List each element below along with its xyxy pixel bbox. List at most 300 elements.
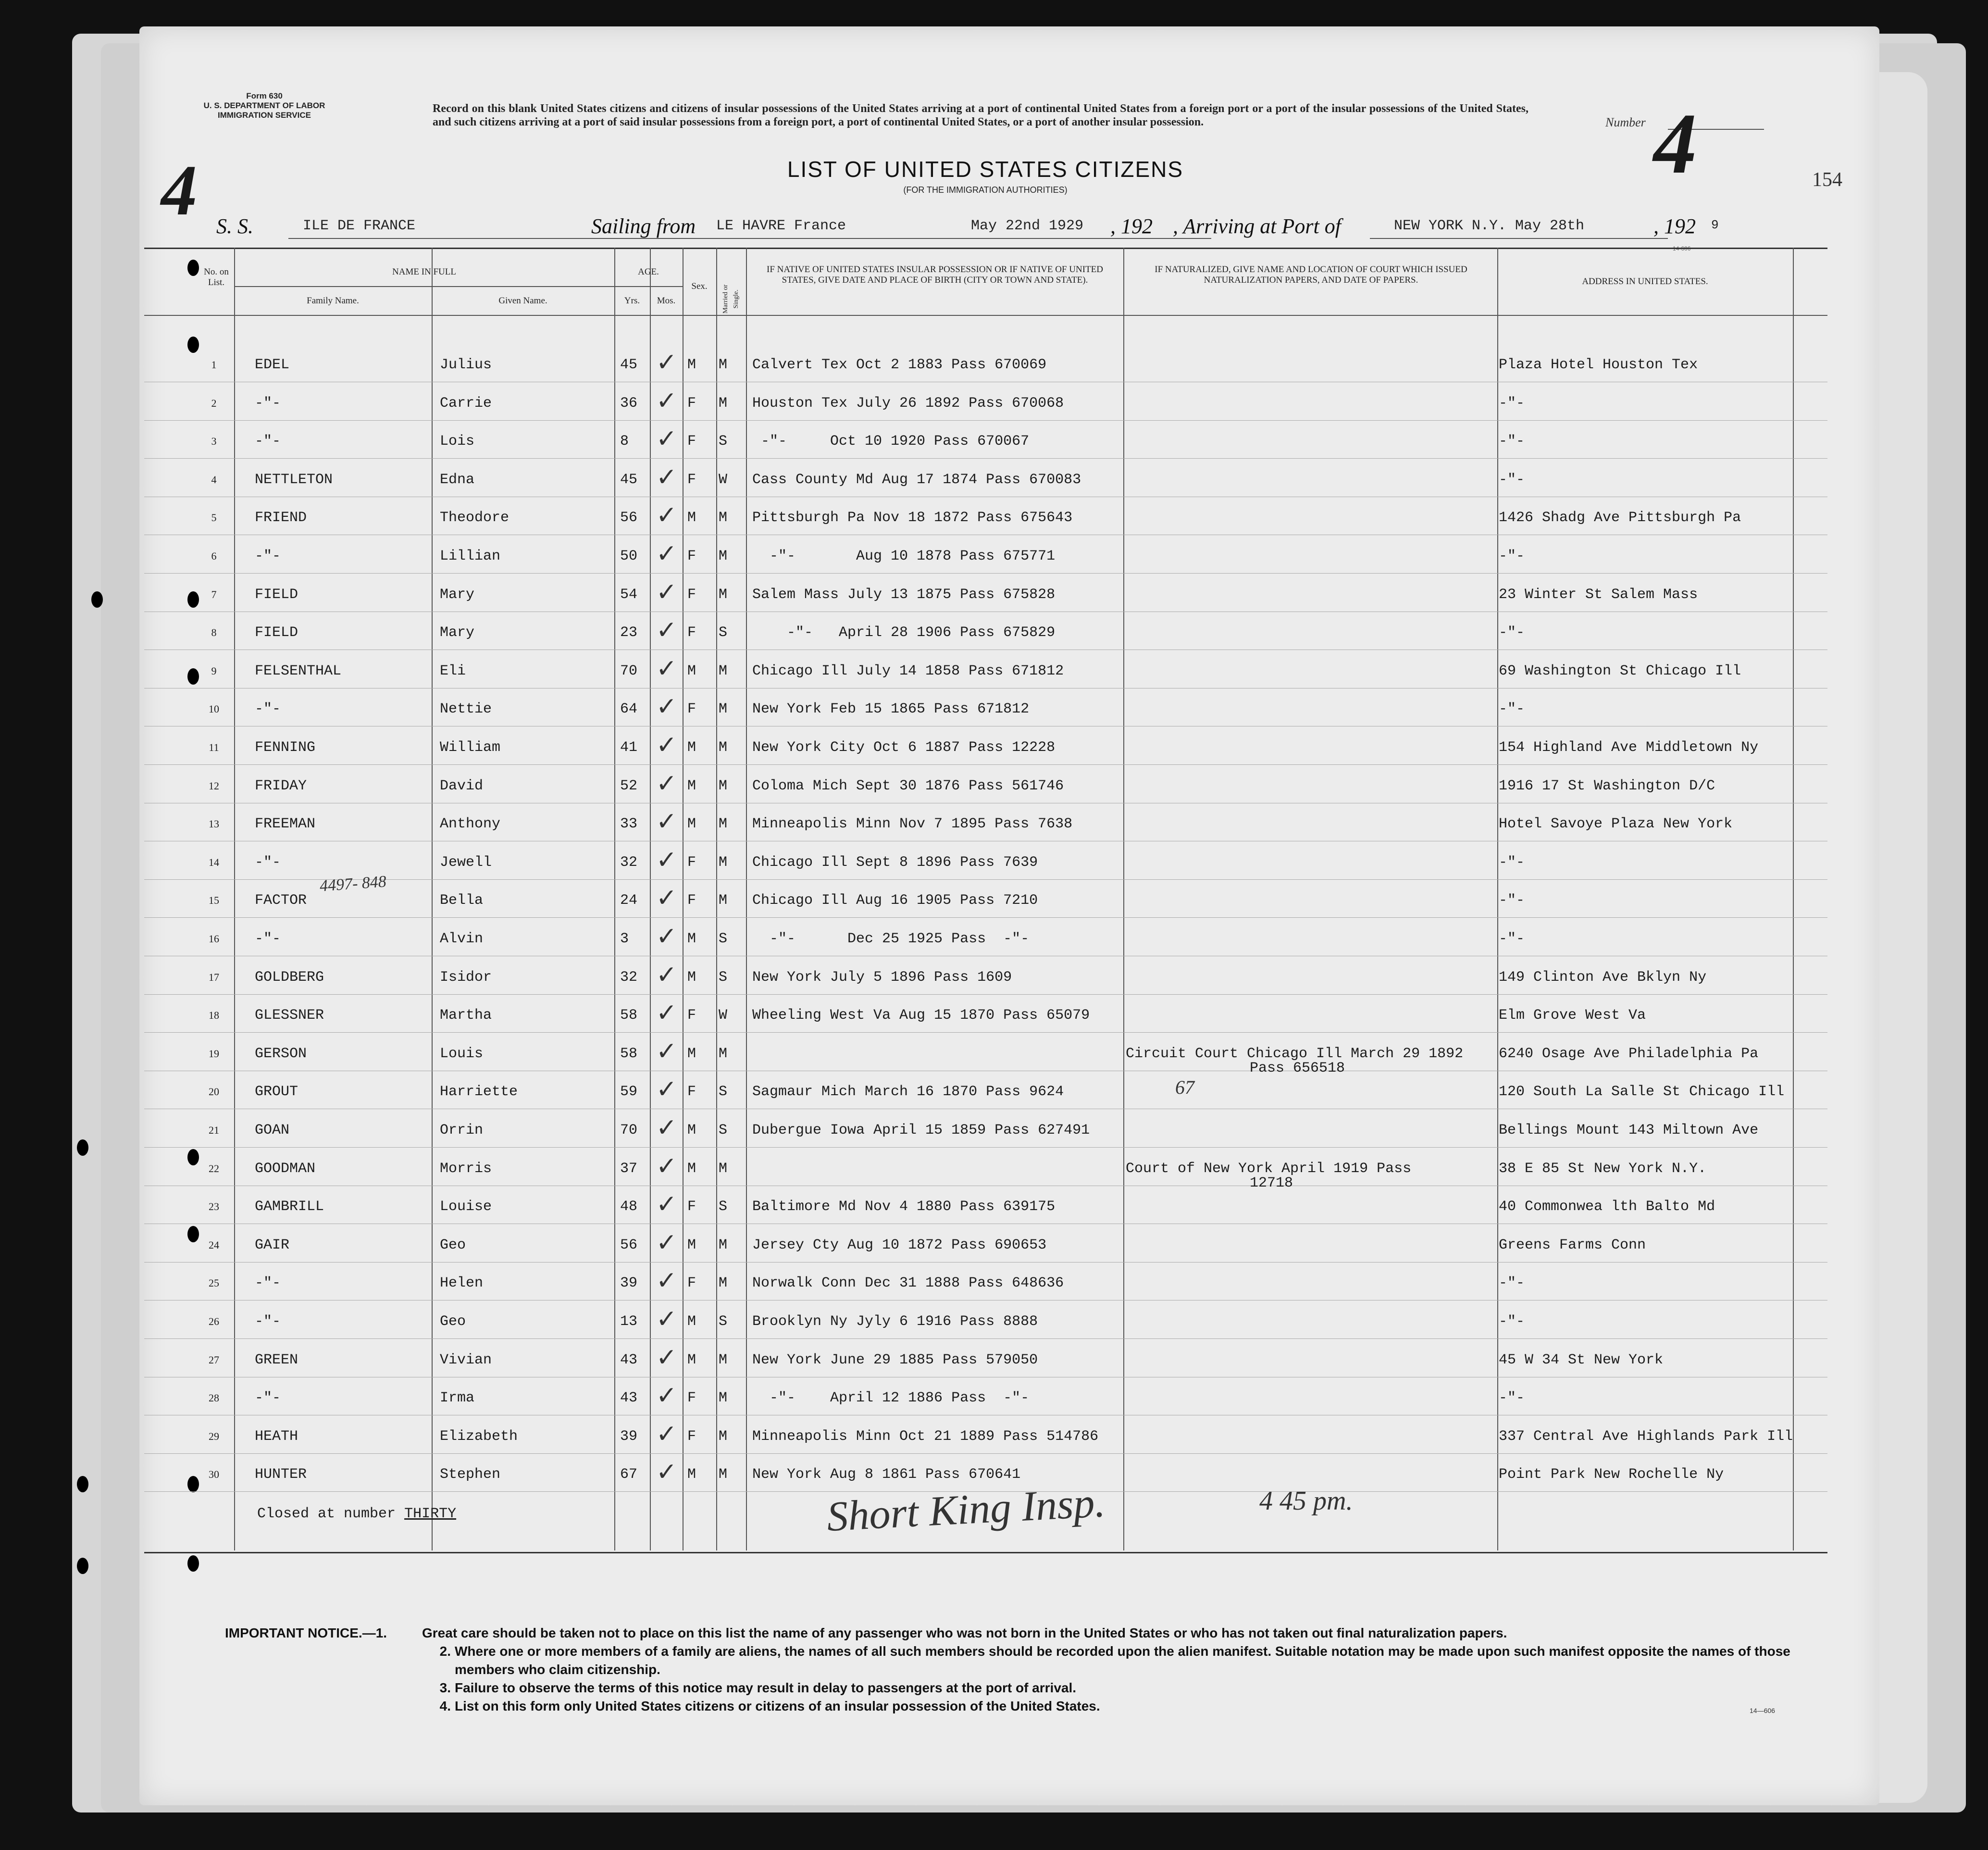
- column-divider: [1793, 248, 1794, 1550]
- row-rule: [144, 1338, 1827, 1339]
- check-mark-icon: ✓: [656, 1382, 677, 1410]
- birth-details: Brooklyn Ny Jyly 6 1916 Pass 8888: [752, 1313, 1038, 1330]
- sex: F: [687, 1007, 696, 1024]
- column-divider: [746, 248, 747, 1550]
- marital-status: M: [719, 1045, 728, 1062]
- age-years: 43: [620, 1390, 638, 1407]
- family-name: FRIEND: [255, 510, 307, 526]
- department-name: U. S. DEPARTMENT OF LABOR: [203, 101, 325, 110]
- birth-details: -"- April 28 1906 Pass 675829: [752, 625, 1056, 641]
- check-mark-icon: ✓: [656, 1459, 677, 1487]
- us-address: 120 South La Salle St Chicago Ill: [1499, 1084, 1785, 1100]
- marital-status: S: [719, 1084, 728, 1100]
- page-subtitle: (FOR THE IMMIGRATION AUTHORITIES): [903, 185, 1068, 195]
- notice-item: [422, 1642, 1816, 1679]
- row-rule: [144, 458, 1827, 459]
- us-address: 154 Highland Ave Middletown Ny: [1499, 739, 1759, 756]
- row-number: 4: [211, 473, 217, 486]
- row-number: 16: [209, 933, 219, 945]
- sailing-line: [216, 214, 1802, 243]
- birth-details: Cass County Md Aug 17 1874 Pass 670083: [752, 471, 1081, 488]
- naturalization: Court of New York April 1919 Pass: [1126, 1160, 1412, 1177]
- us-address: 6240 Osage Ave Philadelphia Pa: [1499, 1045, 1759, 1062]
- sex: M: [687, 1045, 696, 1062]
- header-married-single: Married or Single.: [722, 284, 740, 314]
- marital-status: M: [719, 1428, 728, 1445]
- birth-details: New York City Oct 6 1887 Pass 12228: [752, 739, 1056, 756]
- birth-details: Coloma Mich Sept 30 1876 Pass 561746: [752, 777, 1064, 794]
- given-name: Lillian: [440, 548, 501, 564]
- given-name: Geo: [440, 1237, 466, 1253]
- age-years: 23: [620, 625, 638, 641]
- age-years: 43: [620, 1351, 638, 1368]
- age-years: 48: [620, 1199, 638, 1215]
- row-number: 22: [209, 1162, 219, 1175]
- year-prefix-departure: , 192: [1110, 214, 1153, 238]
- birth-details: Baltimore Md Nov 4 1880 Pass 639175: [752, 1199, 1056, 1215]
- given-name: Mary: [440, 625, 475, 641]
- marital-status: M: [719, 1237, 728, 1253]
- row-number: 14: [209, 856, 219, 868]
- notice-item: [422, 1624, 1816, 1642]
- notice-item: [422, 1697, 1816, 1715]
- column-divider: [716, 248, 717, 1550]
- inspector-signature: Short King Insp.: [825, 1479, 1106, 1541]
- sex: F: [687, 1199, 696, 1215]
- age-years: 52: [620, 777, 638, 794]
- sex: M: [687, 816, 696, 833]
- family-name: GAIR: [255, 1237, 290, 1253]
- us-address: 1426 Shadg Ave Pittsburgh Pa: [1499, 510, 1741, 526]
- birth-details: Sagmaur Mich March 16 1870 Pass 9624: [752, 1084, 1064, 1100]
- form-code-small: 14-606: [1673, 245, 1691, 252]
- check-mark-icon: ✓: [656, 502, 677, 530]
- sex: F: [687, 892, 696, 909]
- sex: M: [687, 357, 696, 373]
- sex: M: [687, 1351, 696, 1368]
- column-divider: [1123, 248, 1124, 1550]
- age-years: 37: [620, 1160, 638, 1177]
- notice-number: 2.: [439, 1644, 451, 1659]
- check-mark-icon: ✓: [656, 846, 677, 874]
- sex: F: [687, 471, 696, 488]
- check-mark-icon: ✓: [656, 655, 677, 683]
- marital-status: S: [719, 969, 728, 986]
- marital-status: M: [719, 739, 728, 756]
- given-name: Harriette: [440, 1084, 518, 1100]
- row-rule: [144, 573, 1827, 574]
- age-years: 8: [620, 433, 629, 450]
- check-mark-icon: ✓: [656, 1267, 677, 1295]
- birth-details: Minneapolis Minn Nov 7 1895 Pass 7638: [752, 816, 1073, 833]
- check-mark-icon: ✓: [656, 1076, 677, 1104]
- check-mark-icon: ✓: [656, 617, 677, 645]
- sex: M: [687, 969, 696, 986]
- sex: F: [687, 854, 696, 871]
- sex: M: [687, 1122, 696, 1138]
- sex: F: [687, 1275, 696, 1292]
- check-mark-icon: ✓: [656, 540, 677, 568]
- check-mark-icon: ✓: [656, 1306, 677, 1333]
- number-value: 4: [1653, 96, 1697, 191]
- marital-status: S: [719, 1122, 728, 1138]
- header-sub-line: [234, 286, 650, 287]
- family-name: -"-: [255, 548, 281, 564]
- closed-at-number: [257, 1506, 456, 1522]
- check-mark-icon: ✓: [656, 349, 677, 376]
- given-name: Helen: [440, 1275, 484, 1292]
- age-years: 3: [620, 931, 629, 947]
- family-name: FIELD: [255, 586, 298, 603]
- header-birth: IF NATIVE OF UNITED STATES INSULAR POSSESSION OR IF NATIVE OF UNITED STATES, GIVE DATE AND PLACE OF BIRTH (CITY OR TOWN AND STATE).: [767, 264, 1103, 285]
- marital-status: M: [719, 854, 728, 871]
- us-address: -"-: [1499, 433, 1525, 450]
- check-mark-icon: ✓: [656, 885, 677, 912]
- row-number: 8: [211, 626, 217, 639]
- marital-status: M: [719, 777, 728, 794]
- family-name: GLESSNER: [255, 1007, 324, 1024]
- row-number: 24: [209, 1238, 219, 1251]
- header-no: No. on List.: [204, 267, 229, 288]
- family-name: -"-: [255, 1313, 281, 1330]
- sex: F: [687, 395, 696, 412]
- given-name: Orrin: [440, 1122, 484, 1138]
- row-number: 21: [209, 1124, 219, 1136]
- check-mark-icon: ✓: [656, 1191, 677, 1219]
- notice-text: Where one or more members of a family are aliens, the names of all such members should be recorded upon the alien manifest. Suitable notation may be made upon such manifest opposite the names of those members who claim citizenship.: [455, 1644, 1790, 1677]
- given-name: Carrie: [440, 395, 492, 412]
- birth-details: Salem Mass July 13 1875 Pass 675828: [752, 586, 1056, 603]
- us-address: Hotel Savoye Plaza New York: [1499, 816, 1733, 833]
- row-number: 6: [211, 550, 217, 562]
- check-mark-icon: ✓: [656, 808, 677, 836]
- sex: M: [687, 662, 696, 679]
- given-name: William: [440, 739, 501, 756]
- family-name: FENNING: [255, 739, 316, 756]
- sex: M: [687, 510, 696, 526]
- age-years: 59: [620, 1084, 638, 1100]
- sex: M: [687, 1160, 696, 1177]
- row-number: 20: [209, 1086, 219, 1098]
- us-address: -"-: [1499, 625, 1525, 641]
- naturalization-pass: 12718: [1250, 1175, 1293, 1191]
- sex: F: [687, 586, 696, 603]
- us-address: 69 Washington St Chicago Ill: [1499, 662, 1741, 679]
- us-address: -"-: [1499, 701, 1525, 718]
- marital-status: M: [719, 548, 728, 564]
- birth-details: -"- Oct 10 1920 Pass 670067: [752, 433, 1030, 450]
- birth-details: Wheeling West Va Aug 15 1870 Pass 65079: [752, 1007, 1090, 1024]
- given-name: Julius: [440, 357, 492, 373]
- us-address: 1916 17 St Washington D/C: [1499, 777, 1715, 794]
- sex: M: [687, 739, 696, 756]
- check-mark-icon: ✓: [656, 1344, 677, 1372]
- birth-details: Minneapolis Minn Oct 21 1889 Pass 514786: [752, 1428, 1099, 1445]
- check-mark-icon: ✓: [656, 387, 677, 415]
- notice-items: [422, 1624, 1816, 1715]
- page-number: 154: [1812, 169, 1842, 191]
- row-number: 10: [209, 703, 219, 715]
- check-mark-icon: ✓: [656, 1038, 677, 1065]
- check-mark-icon: ✓: [656, 463, 677, 491]
- family-name: FIELD: [255, 625, 298, 641]
- birth-details: New York Aug 8 1861 Pass 670641: [752, 1466, 1021, 1483]
- age-years: 39: [620, 1275, 638, 1292]
- row-number: 23: [209, 1200, 219, 1213]
- service-name: IMMIGRATION SERVICE: [218, 111, 311, 120]
- row-number: 29: [209, 1430, 219, 1442]
- given-name: Vivian: [440, 1351, 492, 1368]
- check-mark-icon: ✓: [656, 732, 677, 759]
- age-years: 39: [620, 1428, 638, 1445]
- notice-text: List on this form only United States citizens or citizens of an insular possession of the United States.: [455, 1699, 1100, 1713]
- family-name: EDEL: [255, 357, 290, 373]
- birth-details: New York June 29 1885 Pass 579050: [752, 1351, 1038, 1368]
- header-yrs: Yrs.: [624, 296, 640, 306]
- age-years: 58: [620, 1007, 638, 1024]
- us-address: -"-: [1499, 471, 1525, 488]
- marital-status: M: [719, 357, 728, 373]
- given-name: Anthony: [440, 816, 501, 833]
- given-name: Louise: [440, 1199, 492, 1215]
- us-address: -"-: [1499, 395, 1525, 412]
- us-address: -"-: [1499, 548, 1525, 564]
- row-rule: [144, 764, 1827, 765]
- birth-details: Jersey Cty Aug 10 1872 Pass 690653: [752, 1237, 1047, 1253]
- header-sex: Sex.: [691, 281, 708, 291]
- marital-status: M: [719, 1466, 728, 1483]
- row-number: 9: [211, 664, 217, 677]
- row-number: 7: [211, 588, 217, 600]
- header-bottom-line: [144, 315, 1827, 316]
- sex: F: [687, 548, 696, 564]
- ss-label: S. S.: [216, 214, 253, 238]
- family-name: -"-: [255, 1275, 281, 1292]
- us-address: 45 W 34 St New York: [1499, 1351, 1664, 1368]
- given-name: Eli: [440, 662, 466, 679]
- marital-status: M: [719, 662, 728, 679]
- check-mark-icon: ✓: [656, 1152, 677, 1180]
- birth-details: -"- April 12 1886 Pass -"-: [752, 1390, 1030, 1407]
- family-name: -"-: [255, 433, 281, 450]
- arriving-label: , Arriving at Port of: [1173, 214, 1341, 238]
- us-address: Plaza Hotel Houston Tex: [1499, 357, 1698, 373]
- family-name: GERSON: [255, 1045, 307, 1062]
- sex: M: [687, 1466, 696, 1483]
- family-name: -"-: [255, 931, 281, 947]
- birth-details: New York Feb 15 1865 Pass 671812: [752, 701, 1030, 718]
- header-naturalized: IF NATURALIZED, GIVE NAME AND LOCATION OF COURT WHICH ISSUED NATURALIZATION PAPERS, AND DATE OF PAPERS.: [1155, 264, 1467, 285]
- family-name: GOODMAN: [255, 1160, 316, 1177]
- check-mark-icon: ✓: [656, 578, 677, 606]
- us-address: 337 Central Ave Highlands Park Ill: [1499, 1428, 1793, 1445]
- age-years: 13: [620, 1313, 638, 1330]
- notice-lead: IMPORTANT NOTICE.—1.: [225, 1625, 387, 1640]
- row-number: 17: [209, 971, 219, 983]
- us-address: Bellings Mount 143 Miltown Ave: [1499, 1122, 1759, 1138]
- birth-details: Chicago Ill Aug 16 1905 Pass 7210: [752, 892, 1038, 909]
- age-years: 45: [620, 357, 638, 373]
- us-address: Point Park New Rochelle Ny: [1499, 1466, 1724, 1483]
- marital-status: M: [719, 701, 728, 718]
- row-number: 19: [209, 1047, 219, 1060]
- given-name: Louis: [440, 1045, 484, 1062]
- birth-details: Chicago Ill Sept 8 1896 Pass 7639: [752, 854, 1038, 871]
- header-family-name: Family Name.: [307, 296, 359, 306]
- given-name: Bella: [440, 892, 484, 909]
- signature-time: 4 45 pm.: [1259, 1486, 1353, 1516]
- family-name: FRIDAY: [255, 777, 307, 794]
- us-address: -"-: [1499, 931, 1525, 947]
- form-code-bottom: 14—606: [1750, 1707, 1775, 1714]
- given-name: Theodore: [440, 510, 509, 526]
- marital-status: M: [719, 586, 728, 603]
- marital-status: M: [719, 892, 728, 909]
- sex: M: [687, 931, 696, 947]
- us-address: -"-: [1499, 1313, 1525, 1330]
- given-name: Edna: [440, 471, 475, 488]
- row-number: 28: [209, 1392, 219, 1404]
- given-name: Geo: [440, 1313, 466, 1330]
- year-prefix-arrival: , 192: [1653, 214, 1696, 238]
- column-divider: [1497, 248, 1498, 1550]
- form-identifier: [173, 91, 356, 120]
- header-sub-line: [614, 286, 683, 287]
- check-mark-icon: ✓: [656, 923, 677, 950]
- arrival-underline: [1370, 238, 1668, 239]
- row-number: 2: [211, 397, 217, 409]
- family-name: GOAN: [255, 1122, 290, 1138]
- row-rule: [144, 917, 1827, 918]
- form-number: Form 630: [246, 91, 283, 100]
- birth-details: New York July 5 1896 Pass 1609: [752, 969, 1012, 986]
- age-years: 58: [620, 1045, 638, 1062]
- age-years: 56: [620, 510, 638, 526]
- given-name: Irma: [440, 1390, 475, 1407]
- birth-details: Pittsburgh Pa Nov 18 1872 Pass 675643: [752, 510, 1073, 526]
- family-name: -"-: [255, 1390, 281, 1407]
- page-edge: [1875, 72, 1927, 1803]
- age-years: 54: [620, 586, 638, 603]
- row-rule: [144, 1032, 1827, 1033]
- check-mark-icon: ✓: [656, 770, 677, 798]
- birth-details: Chicago Ill July 14 1858 Pass 671812: [752, 662, 1064, 679]
- sex: M: [687, 777, 696, 794]
- row-rule: [144, 879, 1827, 880]
- header-address: ADDRESS IN UNITED STATES.: [1582, 276, 1708, 287]
- age-years: 24: [620, 892, 638, 909]
- check-mark-icon: ✓: [656, 961, 677, 989]
- binder-hole: [91, 591, 103, 608]
- naturalization-pass: Pass 656518: [1250, 1060, 1345, 1076]
- binder-hole: [77, 1476, 88, 1492]
- check-mark-icon: ✓: [656, 1000, 677, 1027]
- arrival-port: NEW YORK N.Y. May 28th: [1394, 218, 1585, 234]
- age-years: 64: [620, 701, 638, 718]
- family-name: -"-: [255, 701, 281, 718]
- us-address: 40 Commonwea lth Balto Md: [1499, 1199, 1715, 1215]
- header-given-name: Given Name.: [498, 296, 547, 306]
- birth-details: Houston Tex July 26 1892 Pass 670068: [752, 395, 1064, 412]
- row-number: 18: [209, 1009, 219, 1022]
- row-rule: [144, 1453, 1827, 1454]
- year-suffix-arrival: 9: [1711, 218, 1719, 232]
- marital-status: M: [719, 510, 728, 526]
- handwritten-note: 67: [1175, 1076, 1194, 1098]
- header-age: AGE.: [638, 267, 659, 277]
- given-name: Alvin: [440, 931, 484, 947]
- given-name: Nettie: [440, 701, 492, 718]
- family-name: -"-: [255, 854, 281, 871]
- handwritten-note: 4497- 848: [319, 873, 387, 895]
- row-rule: [144, 420, 1827, 421]
- marital-status: S: [719, 433, 728, 450]
- header-mos: Mos.: [657, 296, 676, 306]
- given-name: Isidor: [440, 969, 492, 986]
- column-divider: [234, 248, 235, 1550]
- check-mark-icon: ✓: [656, 693, 677, 721]
- us-address: 38 E 85 St New York N.Y.: [1499, 1160, 1707, 1177]
- page-title: LIST OF UNITED STATES CITIZENS: [787, 157, 1184, 182]
- given-name: Morris: [440, 1160, 492, 1177]
- given-name: Stephen: [440, 1466, 501, 1483]
- check-mark-icon: ✓: [656, 425, 677, 453]
- family-name: GREEN: [255, 1351, 298, 1368]
- header-name-in-full: NAME IN FULL: [392, 267, 456, 277]
- marital-status: M: [719, 1351, 728, 1368]
- notice-text: Failure to observe the terms of this notice may result in delay to passengers at the port of arrival.: [455, 1680, 1077, 1695]
- age-years: 41: [620, 739, 638, 756]
- check-mark-icon: ✓: [656, 1114, 677, 1142]
- row-rule: [144, 994, 1827, 995]
- column-divider: [650, 248, 651, 1550]
- form-instructions: Record on this blank United States citizens and citizens of insular possessions of the United States arriving at a port of continental United States from a foreign port or a port of the insular possessions of the United States, and such citizens arriving at a port of said insular possessions from a foreign port, a port of continental United States, or a port of another insular possession.: [433, 102, 1528, 128]
- marital-status: S: [719, 1199, 728, 1215]
- marital-status: W: [719, 1007, 728, 1024]
- age-years: 67: [620, 1466, 638, 1483]
- given-name: David: [440, 777, 484, 794]
- age-years: 45: [620, 471, 638, 488]
- marital-status: W: [719, 471, 728, 488]
- check-mark-icon: ✓: [656, 1420, 677, 1448]
- binder-hole: [187, 1555, 199, 1572]
- family-name: HUNTER: [255, 1466, 307, 1483]
- family-name: FELSENTHAL: [255, 662, 342, 679]
- family-name: FREEMAN: [255, 816, 316, 833]
- row-number: 5: [211, 512, 217, 524]
- family-name: FACTOR: [255, 892, 307, 909]
- row-rule: [144, 1147, 1827, 1148]
- marital-status: M: [719, 395, 728, 412]
- sex: F: [687, 1428, 696, 1445]
- sailing-from-label: Sailing from: [591, 214, 696, 238]
- age-years: 32: [620, 969, 638, 986]
- sex: F: [687, 625, 696, 641]
- sex: F: [687, 1084, 696, 1100]
- row-number: 27: [209, 1353, 219, 1366]
- us-address: -"-: [1499, 1390, 1525, 1407]
- us-address: Greens Farms Conn: [1499, 1237, 1646, 1253]
- birth-details: Dubergue Iowa April 15 1859 Pass 627491: [752, 1122, 1090, 1138]
- row-number: 3: [211, 435, 217, 448]
- row-number: 12: [209, 779, 219, 792]
- marital-status: M: [719, 816, 728, 833]
- us-address: 23 Winter St Salem Mass: [1499, 586, 1698, 603]
- marital-status: M: [719, 1160, 728, 1177]
- sex: M: [687, 1237, 696, 1253]
- binder-hole: [77, 1558, 88, 1574]
- birth-details: Calvert Tex Oct 2 1883 Pass 670069: [752, 357, 1047, 373]
